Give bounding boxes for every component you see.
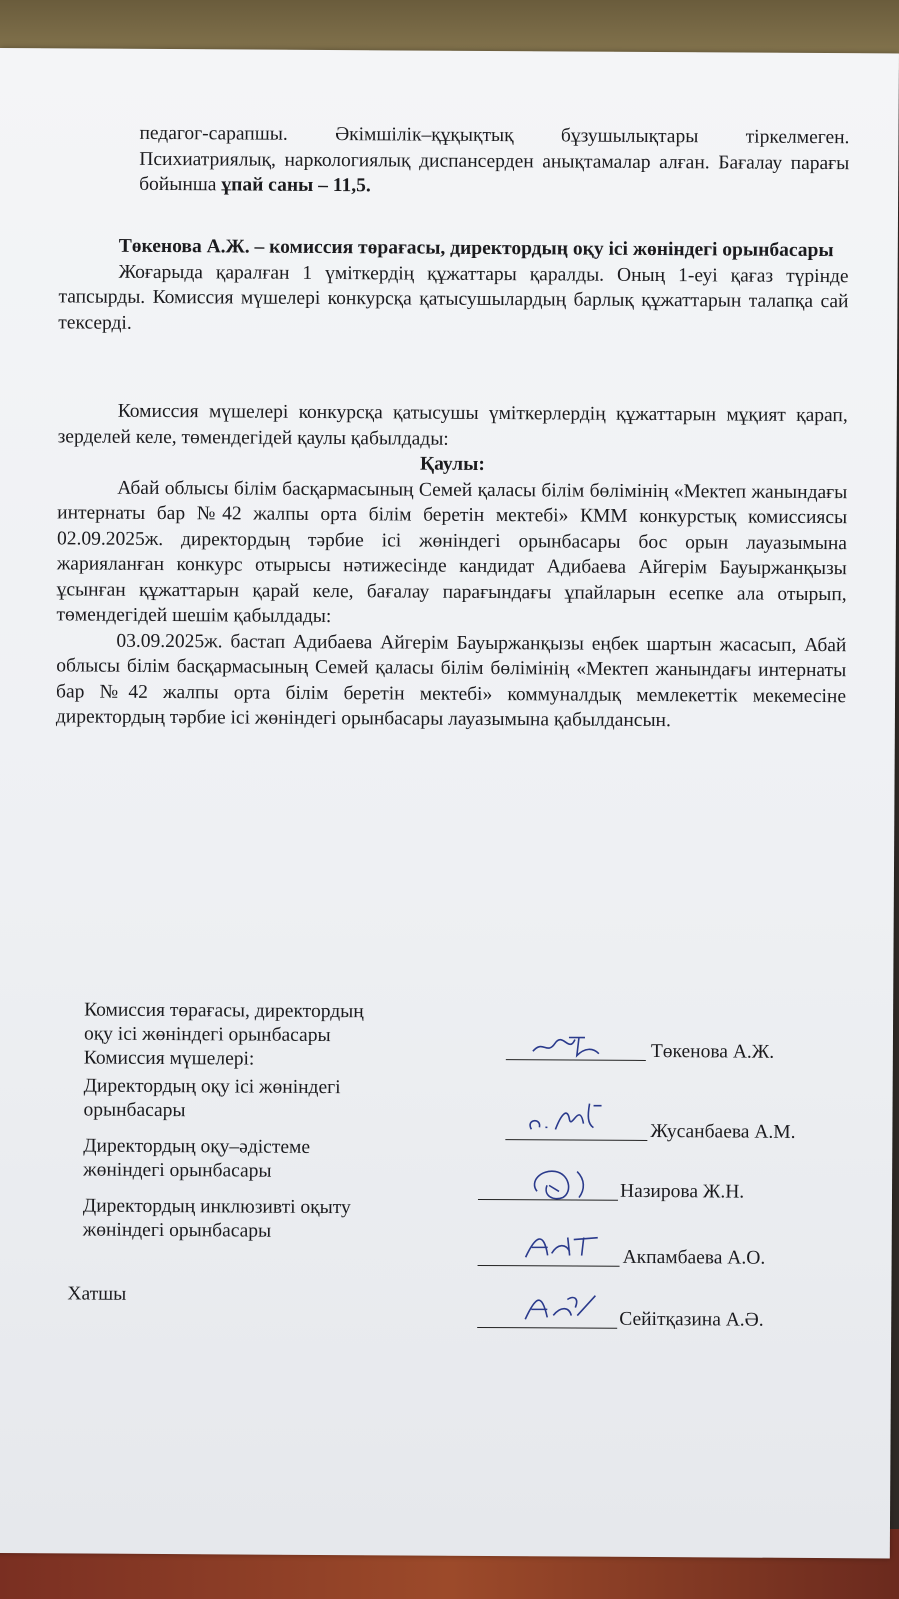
- score-text: ұпай саны – 11,5.: [221, 174, 371, 197]
- chair-signature-mark: [529, 1029, 619, 1064]
- member2-name: Назирова Ж.Н.: [619, 1180, 745, 1203]
- member3-name: Акпамбаева А.О.: [622, 1246, 766, 1269]
- chair-name: Төкенова А.Ж.: [650, 1040, 775, 1063]
- member1-label-line1: Директордың оқу ісі жөніндегі: [83, 1075, 341, 1099]
- secretary-label: Хатшы: [67, 1283, 127, 1305]
- member2-signature-mark: [523, 1161, 603, 1205]
- chair-label-line1: Комиссия төрағасы, директордың: [84, 999, 364, 1023]
- member1-label-line2: орынбасары: [83, 1099, 186, 1122]
- qualifications-text: педагог-сарапшы. Әкімшілік–құқықтық бұзушылықтары тіркелмеген. Психиатриялық, наркологиялық диспансерден анықтамалар алған. Бағалау парағы бойынша: [139, 122, 850, 196]
- member1-name: Жусанбаева А.М.: [650, 1120, 796, 1143]
- members-label: Комиссия мүшелері:: [83, 1047, 255, 1070]
- resolution-heading: Қаулы:: [419, 453, 485, 475]
- decision-text: Абай облысы білім басқармасының Семей қаласы білім бөлімінің «Мектеп жанындағы интернаты бар №42 жалпы орта білім беретін мектебі» КММ конкурстық комиссиясы 02.09.2025ж. директордың тәрбие ісі жөніндегі орынбасары бос орын лауазымына жарияланған конкурс отырысы нәтижесінде кандидат Адибаева Айгерім Бауыржанқызы ұсынған құжаттарын қарай келе, бағалау парағындағы ұпайларын есепке ала отырып, төмендегідей шешім қабылдады:: [56, 477, 848, 628]
- member3-label-line2: жөніндегі орынбасары: [82, 1219, 272, 1242]
- chair-heading: Төкенова А.Ж. – комиссия төрағасы, директордың оқу ісі жөніндегі орынбасары: [118, 235, 834, 262]
- secretary-name: Сейітқазина А.Ә.: [619, 1308, 764, 1331]
- paragraph-resolution: [56, 398, 848, 734]
- member2-label-line1: Директордың оқу–әдістеме: [83, 1135, 311, 1158]
- document-page: [0, 48, 899, 1558]
- member1-signature-mark: [523, 1093, 618, 1142]
- member3-signature-mark: [518, 1225, 608, 1266]
- secretary-signature-mark: [517, 1285, 607, 1328]
- documents-reviewed-text: Жоғарыда қаралған 1 үміткердің құжаттары қаралды. Оның 1-еуі қағаз түрінде тапсырды. Комиссия мүшелері конкурсқа қатысушылардың барлық құжаттарын талапқа сай тексерді.: [58, 261, 849, 334]
- signature-block: [67, 998, 869, 1383]
- appointment-text: 03.09.2025ж. бастап Адибаева Айгерім Бауыржанқызы еңбек шартын жасасып, Абай облысы білім басқармасының Семей қаласы білім бөлімінің «Мектеп жанындағы интернаты бар №42 жалпы орта білім беретін мектебі» коммуналдық мемлекеттік мекемесіне директордың тәрбие ісі жөніндегі орынбасары лауазымына қабылдансын.: [55, 630, 847, 732]
- members-review-text: Комиссия мүшелері конкурсқа қатысушы үміткерлердің құжаттарын мұқият қарап, зерделей келе, төмендегідей қаулы қабылдады:: [57, 400, 848, 450]
- paragraph-chair: [58, 233, 849, 340]
- paragraph-qualifications: [139, 121, 849, 202]
- member2-label-line2: жөніндегі орынбасары: [83, 1159, 272, 1182]
- chair-label-line2: оқу ісі жөніндегі орынбасары: [83, 1023, 331, 1047]
- member3-label-line1: Директордың инклюзивті оқыту: [82, 1195, 351, 1219]
